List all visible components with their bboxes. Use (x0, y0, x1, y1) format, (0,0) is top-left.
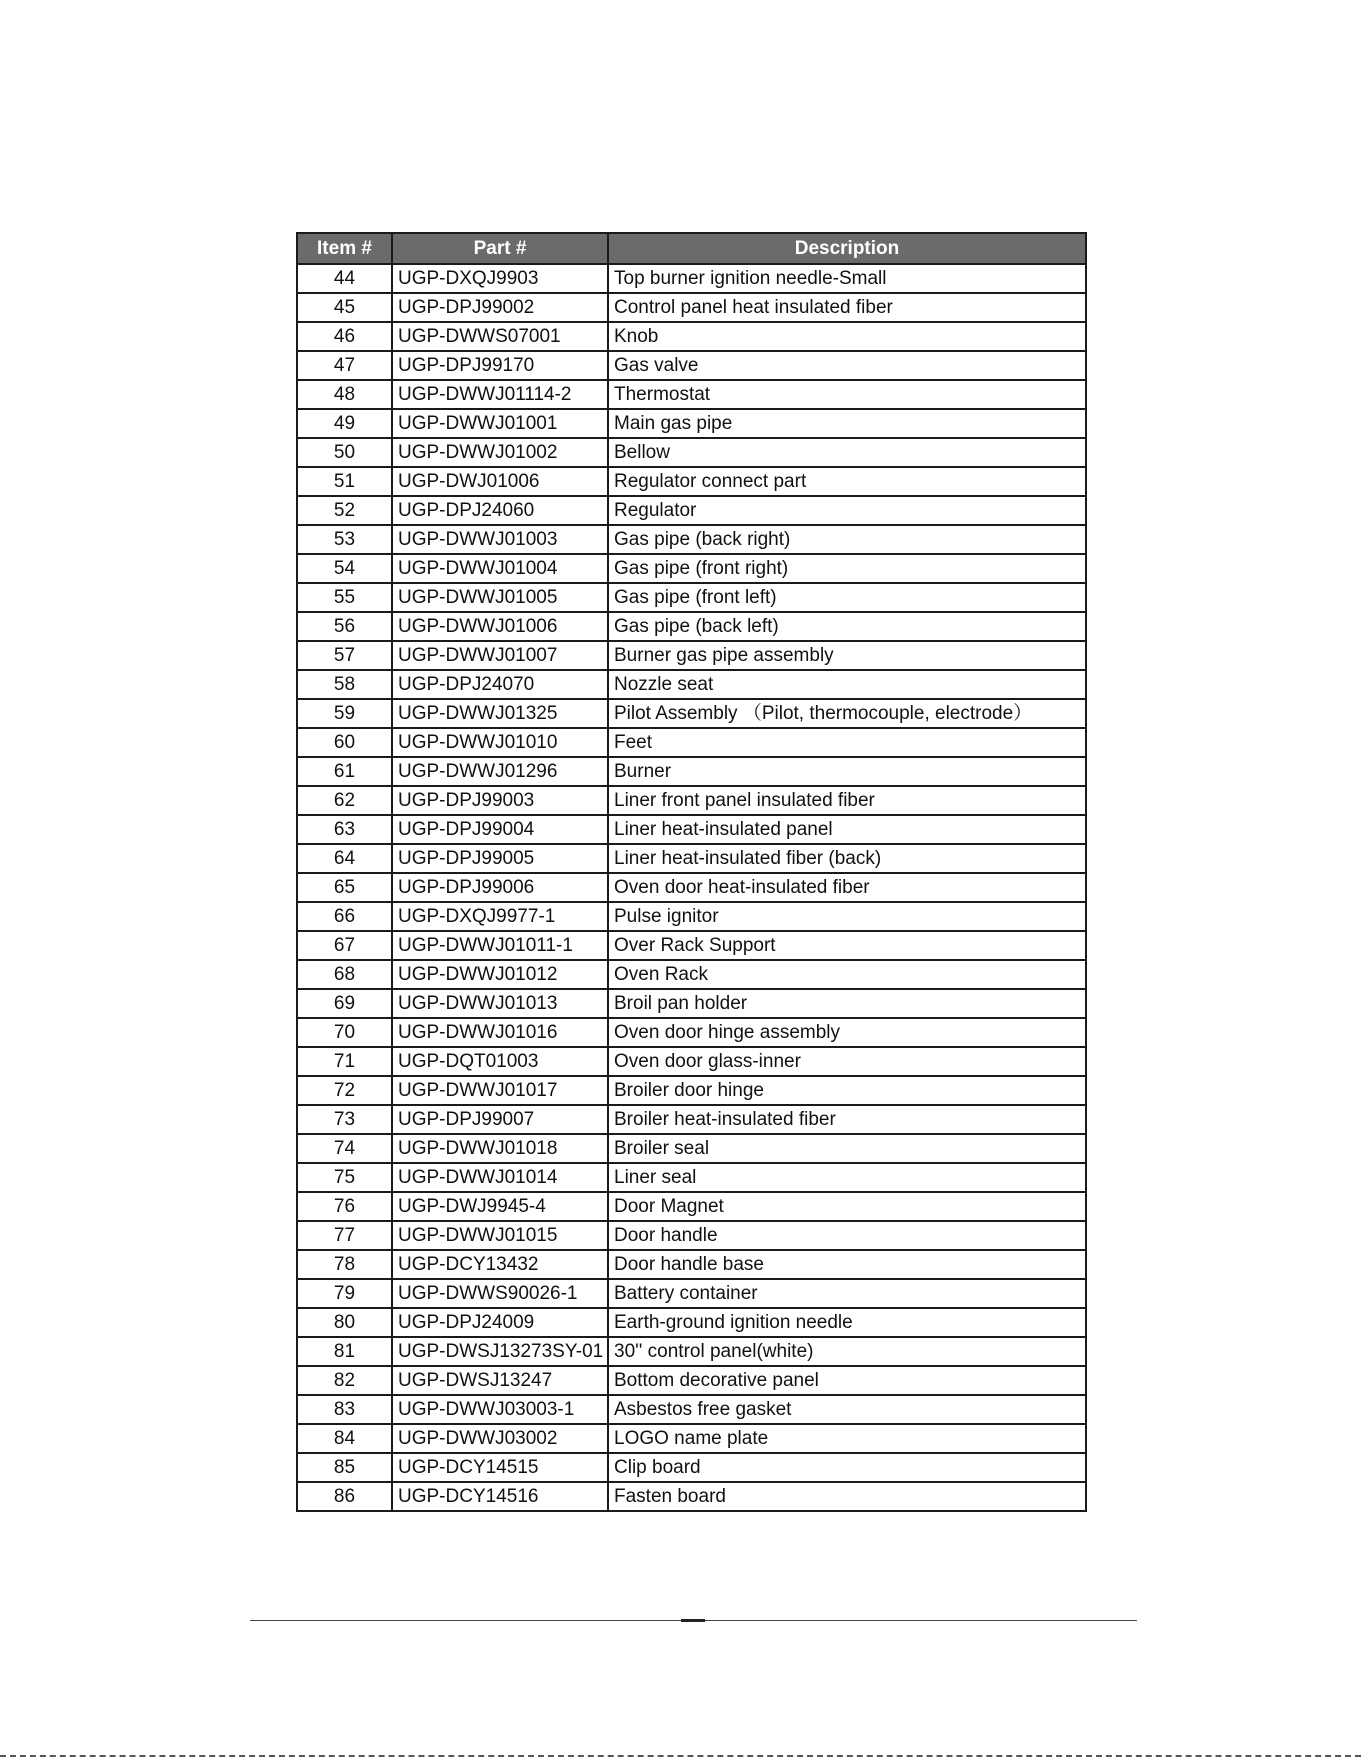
description-cell: Broiler seal (608, 1134, 1086, 1163)
part-number-cell: UGP-DPJ24070 (392, 670, 608, 699)
item-number-cell: 82 (297, 1366, 392, 1395)
description-cell: Burner (608, 757, 1086, 786)
part-number-cell: UGP-DXQJ9903 (392, 264, 608, 293)
table-row (297, 873, 1086, 902)
part-number-cell: UGP-DPJ99004 (392, 815, 608, 844)
part-number-cell: UGP-DCY13432 (392, 1250, 608, 1279)
part-number-cell: UGP-DWWS07001 (392, 322, 608, 351)
description-cell: Asbestos free gasket (608, 1395, 1086, 1424)
table-row (297, 699, 1086, 728)
part-number-cell: UGP-DWWJ01010 (392, 728, 608, 757)
item-number-cell: 74 (297, 1134, 392, 1163)
item-number-cell: 76 (297, 1192, 392, 1221)
description-cell: Gas pipe (front left) (608, 583, 1086, 612)
description-cell: LOGO name plate (608, 1424, 1086, 1453)
part-number-cell: UGP-DWWJ01296 (392, 757, 608, 786)
part-number-cell: UGP-DWJ9945-4 (392, 1192, 608, 1221)
description-cell: Liner seal (608, 1163, 1086, 1192)
table-row (297, 380, 1086, 409)
item-number-cell: 68 (297, 960, 392, 989)
table-row (297, 931, 1086, 960)
description-cell: Liner heat-insulated fiber (back) (608, 844, 1086, 873)
item-number-cell: 59 (297, 699, 392, 728)
item-number-header: Item # (297, 233, 392, 264)
item-number-cell: 77 (297, 1221, 392, 1250)
table-row (297, 1453, 1086, 1482)
table-row (297, 322, 1086, 351)
item-number-cell: 49 (297, 409, 392, 438)
item-number-cell: 71 (297, 1047, 392, 1076)
table-row (297, 351, 1086, 380)
item-number-cell: 75 (297, 1163, 392, 1192)
item-number-cell: 66 (297, 902, 392, 931)
description-cell: Pulse ignitor (608, 902, 1086, 931)
table-row (297, 1308, 1086, 1337)
table-row (297, 1482, 1086, 1511)
table-row (297, 670, 1086, 699)
scan-edge-line (0, 1755, 1361, 1757)
description-cell: Gas pipe (front right) (608, 554, 1086, 583)
part-number-cell: UGP-DXQJ9977-1 (392, 902, 608, 931)
description-cell: Pilot Assembly （Pilot, thermocouple, electrode） (608, 699, 1086, 728)
description-cell: Liner heat-insulated panel (608, 815, 1086, 844)
item-number-cell: 50 (297, 438, 392, 467)
description-cell: Bellow (608, 438, 1086, 467)
part-number-cell: UGP-DPJ99170 (392, 351, 608, 380)
part-number-cell: UGP-DWWJ01017 (392, 1076, 608, 1105)
part-number-cell: UGP-DWWJ01005 (392, 583, 608, 612)
item-number-cell: 46 (297, 322, 392, 351)
part-number-cell: UGP-DWWJ01114-2 (392, 380, 608, 409)
description-cell: Control panel heat insulated fiber (608, 293, 1086, 322)
description-cell: Top burner ignition needle-Small (608, 264, 1086, 293)
table-row (297, 1279, 1086, 1308)
part-number-cell: UGP-DWWJ01001 (392, 409, 608, 438)
item-number-cell: 58 (297, 670, 392, 699)
part-number-cell: UGP-DWWJ01006 (392, 612, 608, 641)
table-row (297, 409, 1086, 438)
description-cell: Oven Rack (608, 960, 1086, 989)
part-number-cell: UGP-DWWJ01004 (392, 554, 608, 583)
item-number-cell: 67 (297, 931, 392, 960)
item-number-cell: 69 (297, 989, 392, 1018)
table-row (297, 960, 1086, 989)
item-number-cell: 54 (297, 554, 392, 583)
item-number-cell: 57 (297, 641, 392, 670)
description-cell: Oven door glass-inner (608, 1047, 1086, 1076)
description-cell: Gas pipe (back right) (608, 525, 1086, 554)
item-number-cell: 48 (297, 380, 392, 409)
description-cell: 30'' control panel(white) (608, 1337, 1086, 1366)
part-number-cell: UGP-DWWJ01012 (392, 960, 608, 989)
part-number-cell: UGP-DWWJ01013 (392, 989, 608, 1018)
part-number-cell: UGP-DWJ01006 (392, 467, 608, 496)
part-number-cell: UGP-DPJ99006 (392, 873, 608, 902)
description-cell: Nozzle seat (608, 670, 1086, 699)
description-cell: Door handle base (608, 1250, 1086, 1279)
description-header: Description (608, 233, 1086, 264)
description-cell: Gas valve (608, 351, 1086, 380)
description-cell: Over Rack Support (608, 931, 1086, 960)
item-number-cell: 64 (297, 844, 392, 873)
table-row (297, 264, 1086, 293)
part-number-cell: UGP-DWWJ03003-1 (392, 1395, 608, 1424)
description-cell: Clip board (608, 1453, 1086, 1482)
description-cell: Broiler heat-insulated fiber (608, 1105, 1086, 1134)
item-number-cell: 72 (297, 1076, 392, 1105)
description-cell: Earth-ground ignition needle (608, 1308, 1086, 1337)
table-row (297, 554, 1086, 583)
table-row (297, 1221, 1086, 1250)
description-cell: Liner front panel insulated fiber (608, 786, 1086, 815)
item-number-cell: 78 (297, 1250, 392, 1279)
table-row (297, 1395, 1086, 1424)
part-number-cell: UGP-DPJ99007 (392, 1105, 608, 1134)
part-number-cell: UGP-DCY14516 (392, 1482, 608, 1511)
table-row (297, 757, 1086, 786)
item-number-cell: 85 (297, 1453, 392, 1482)
part-number-cell: UGP-DPJ99003 (392, 786, 608, 815)
table-row (297, 1250, 1086, 1279)
item-number-cell: 56 (297, 612, 392, 641)
item-number-cell: 73 (297, 1105, 392, 1134)
part-number-cell: UGP-DPJ99005 (392, 844, 608, 873)
table-row (297, 438, 1086, 467)
table-row (297, 1047, 1086, 1076)
parts-table (296, 232, 1087, 1512)
part-number-cell: UGP-DPJ24009 (392, 1308, 608, 1337)
description-cell: Broil pan holder (608, 989, 1086, 1018)
table-row (297, 1337, 1086, 1366)
item-number-cell: 45 (297, 293, 392, 322)
description-cell: Door Magnet (608, 1192, 1086, 1221)
part-number-cell: UGP-DPJ24060 (392, 496, 608, 525)
part-number-cell: UGP-DPJ99002 (392, 293, 608, 322)
description-cell: Broiler door hinge (608, 1076, 1086, 1105)
item-number-cell: 80 (297, 1308, 392, 1337)
table-row (297, 583, 1086, 612)
table-row (297, 1105, 1086, 1134)
part-number-cell: UGP-DWWJ03002 (392, 1424, 608, 1453)
description-cell: Regulator (608, 496, 1086, 525)
part-number-cell: UGP-DWWJ01011-1 (392, 931, 608, 960)
table-row (297, 1134, 1086, 1163)
table-row (297, 815, 1086, 844)
part-number-header: Part # (392, 233, 608, 264)
part-number-cell: UGP-DWWJ01018 (392, 1134, 608, 1163)
table-row (297, 1192, 1086, 1221)
item-number-cell: 47 (297, 351, 392, 380)
part-number-cell: UGP-DWWJ01325 (392, 699, 608, 728)
table-row (297, 728, 1086, 757)
item-number-cell: 44 (297, 264, 392, 293)
table-row (297, 844, 1086, 873)
item-number-cell: 63 (297, 815, 392, 844)
part-number-cell: UGP-DWWJ01003 (392, 525, 608, 554)
item-number-cell: 86 (297, 1482, 392, 1511)
table-row (297, 525, 1086, 554)
item-number-cell: 84 (297, 1424, 392, 1453)
description-cell: Thermostat (608, 380, 1086, 409)
description-cell: Gas pipe (back left) (608, 612, 1086, 641)
item-number-cell: 51 (297, 467, 392, 496)
table-row (297, 989, 1086, 1018)
part-number-cell: UGP-DWWJ01015 (392, 1221, 608, 1250)
table-row (297, 902, 1086, 931)
item-number-cell: 55 (297, 583, 392, 612)
table-row (297, 1076, 1086, 1105)
table-row (297, 786, 1086, 815)
part-number-cell: UGP-DWWJ01014 (392, 1163, 608, 1192)
item-number-cell: 81 (297, 1337, 392, 1366)
table-row (297, 293, 1086, 322)
footer-mark (681, 1619, 705, 1622)
description-cell: Main gas pipe (608, 409, 1086, 438)
table-row (297, 1163, 1086, 1192)
table-row (297, 467, 1086, 496)
item-number-cell: 70 (297, 1018, 392, 1047)
table-body (297, 264, 1086, 1511)
part-number-cell: UGP-DWWS90026-1 (392, 1279, 608, 1308)
item-number-cell: 60 (297, 728, 392, 757)
description-cell: Oven door hinge assembly (608, 1018, 1086, 1047)
table-row (297, 1018, 1086, 1047)
description-cell: Burner gas pipe assembly (608, 641, 1086, 670)
item-number-cell: 62 (297, 786, 392, 815)
table-row (297, 1366, 1086, 1395)
table-row (297, 612, 1086, 641)
description-cell: Knob (608, 322, 1086, 351)
item-number-cell: 61 (297, 757, 392, 786)
description-cell: Battery container (608, 1279, 1086, 1308)
description-cell: Door handle (608, 1221, 1086, 1250)
table-row (297, 1424, 1086, 1453)
item-number-cell: 52 (297, 496, 392, 525)
description-cell: Fasten board (608, 1482, 1086, 1511)
description-cell: Regulator connect part (608, 467, 1086, 496)
description-cell: Bottom decorative panel (608, 1366, 1086, 1395)
item-number-cell: 83 (297, 1395, 392, 1424)
part-number-cell: UGP-DWSJ13273SY-01 (392, 1337, 608, 1366)
item-number-cell: 53 (297, 525, 392, 554)
part-number-cell: UGP-DWWJ01007 (392, 641, 608, 670)
item-number-cell: 65 (297, 873, 392, 902)
table-row (297, 496, 1086, 525)
table-row (297, 641, 1086, 670)
part-number-cell: UGP-DWWJ01016 (392, 1018, 608, 1047)
description-cell: Feet (608, 728, 1086, 757)
part-number-cell: UGP-DQT01003 (392, 1047, 608, 1076)
item-number-cell: 79 (297, 1279, 392, 1308)
table-header (297, 233, 1086, 264)
description-cell: Oven door heat-insulated fiber (608, 873, 1086, 902)
part-number-cell: UGP-DWSJ13247 (392, 1366, 608, 1395)
part-number-cell: UGP-DWWJ01002 (392, 438, 608, 467)
part-number-cell: UGP-DCY14515 (392, 1453, 608, 1482)
header-row (297, 233, 1086, 264)
